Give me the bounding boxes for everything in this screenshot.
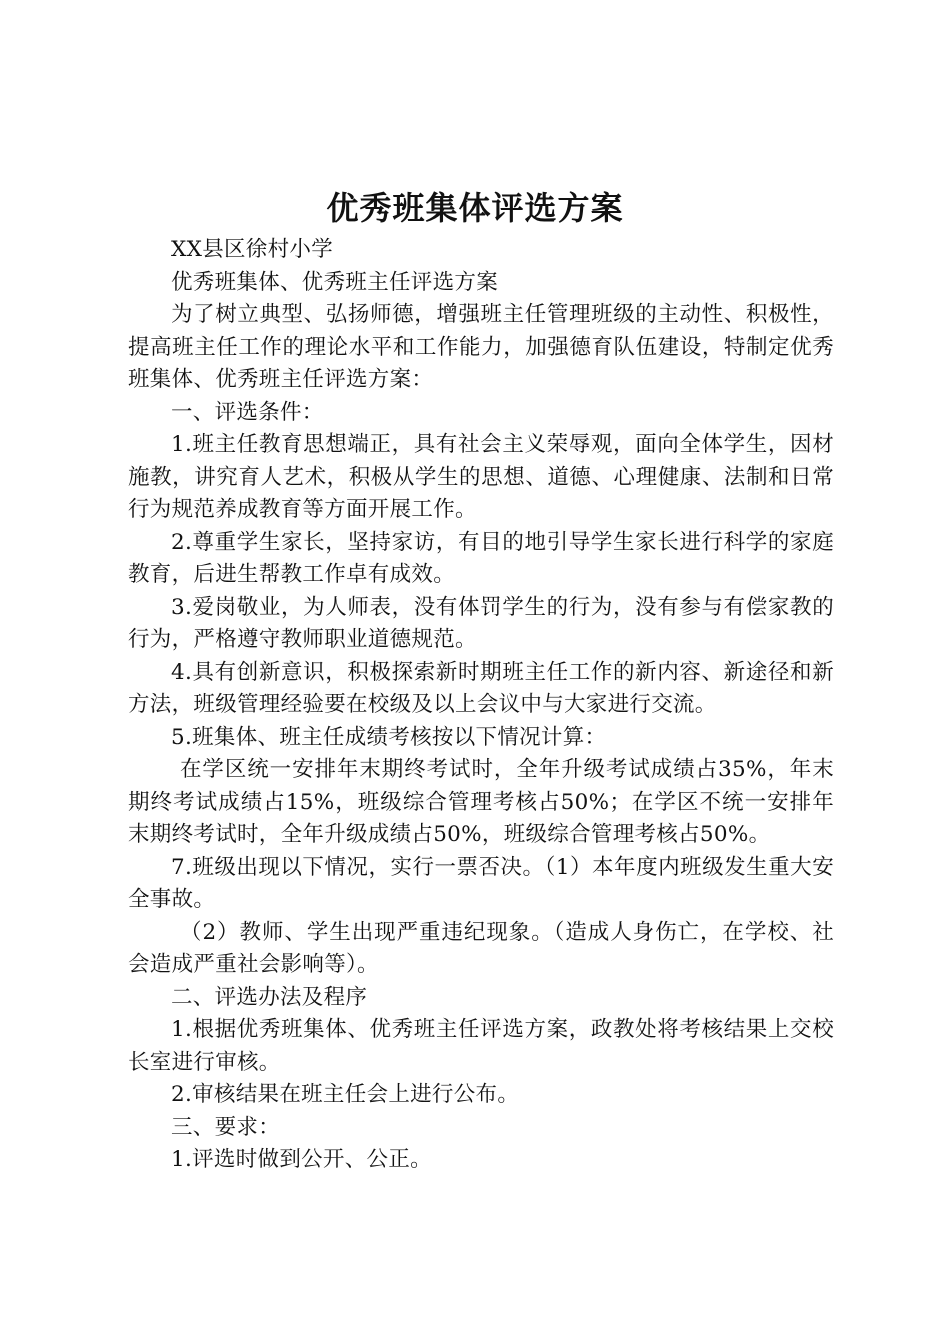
procedure-item-2: 2.审核结果在班主任会上进行公布。 [171,1082,520,1107]
criteria-item-1: 1.班主任教育思想端正，具有社会主义荣辱观，面向全体学生，因材施教，讲究育人艺术，积极从学生的思想、道德、心理健康、法制和日常行为规范养成教育等方面开展工作。 [128,432,834,522]
criteria-item-4: 4.具有创新意识，积极探索新时期班主任工作的新内容、新途径和新方法，班级管理经验要在校级及以上会议中与大家进行交流。 [128,659,834,717]
criteria-item-7: 7.班级出现以下情况，实行一票否决。（1）本年度内班级发生重大安全事故。 [128,854,834,912]
requirement-item-1: 1.评选时做到公开、公正。 [171,1147,432,1172]
criteria-item-3: 3.爱岗敬业，为人师表，没有体罚学生的行为，没有参与有偿家教的行为，严格遵守教师职业道德规范。 [128,594,834,652]
section-heading-requirements: 三、要求： [171,1114,281,1140]
criteria-item-5: 5.班集体、班主任成绩考核按以下情况计算： [171,724,607,750]
document-title: 优秀班集体评选方案 [326,189,624,227]
document-body [128,234,834,1177]
section-heading-procedure: 二、评选办法及程序 [171,984,368,1010]
plan-subtitle: 优秀班集体、优秀班主任评选方案 [171,269,499,295]
criteria-item-2: 2.尊重学生家长，坚持家访，有目的地引导学生家长进行科学的家庭教育，后进生帮教工作卓有成效。 [128,529,834,587]
section-heading-criteria: 一、评选条件： [171,399,324,425]
veto-item-2: （2）教师、学生出现严重违纪现象。（造成人身伤亡，在学校、社会造成严重社会影响等）。 [128,919,834,977]
procedure-item-1: 1.根据优秀班集体、优秀班主任评选方案，政教处将考核结果上交校长室进行审核。 [128,1017,834,1075]
scoring-paragraph: 在学区统一安排年末期终考试时，全年升级考试成绩占35%，年末期终考试成绩占15%，班级综合管理考核占50%；在学区不统一安排年末期终考试时，全年升级成绩占50%，班级综合管理考核占50%。 [128,757,834,847]
intro-paragraph: 为了树立典型、弘扬师德，增强班主任管理班级的主动性、积极性，提高班主任工作的理论水平和工作能力，加强德育队伍建设，特制定优秀班集体、优秀班主任评选方案： [128,302,834,392]
school-name: XX县区徐村小学 [171,237,334,262]
